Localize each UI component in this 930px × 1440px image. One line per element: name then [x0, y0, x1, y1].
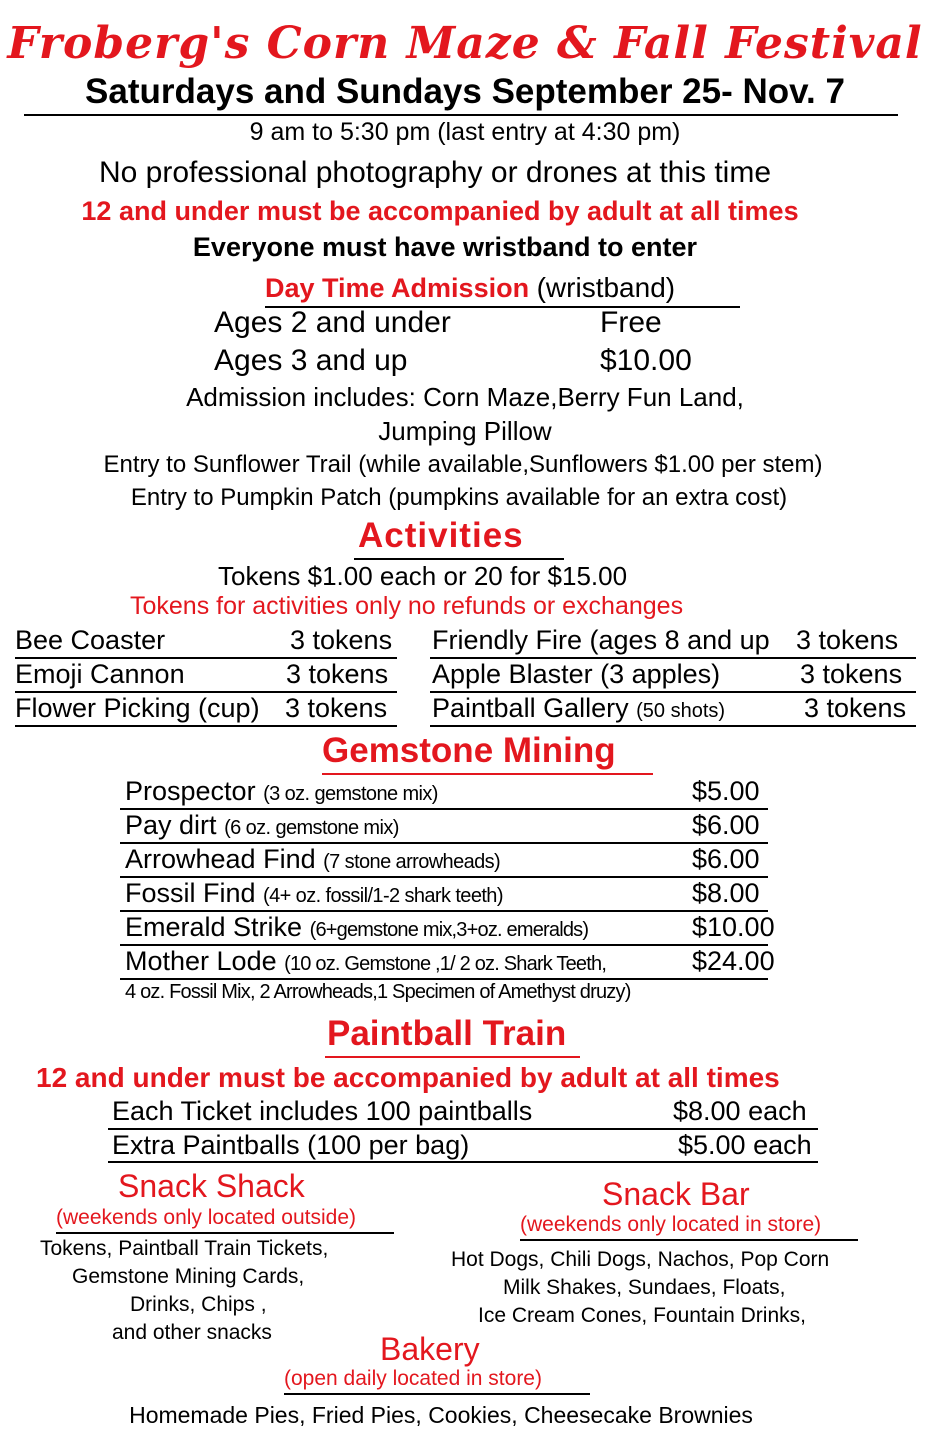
sunflower-trail-note: Entry to Sunflower Trail (while available,Sunflowers $1.00 per stem) — [103, 451, 823, 478]
paintball-heading: Paintball Train — [327, 1014, 567, 1053]
activities-divider — [354, 558, 564, 560]
gem-name: Prospector — [125, 776, 256, 806]
snack-bar-line: Milk Shakes, Sundaes, Floats, — [503, 1276, 786, 1299]
gem-item — [125, 912, 588, 943]
paintball-row-divider — [108, 1161, 818, 1163]
gem-name: Arrowhead Find — [125, 844, 316, 874]
paintball-row-price: $8.00 each — [673, 1096, 807, 1126]
admission-title: Day Time Admission — [265, 273, 530, 303]
gem-desc: (3 oz. gemstone mix) — [263, 783, 438, 805]
gem-item — [125, 844, 500, 875]
gem-name: Fossil Find — [125, 878, 256, 908]
hours: 9 am to 5:30 pm (last entry at 4:30 pm) — [249, 118, 681, 146]
admission-row-price: $10.00 — [600, 344, 692, 377]
activity-price: 3 tokens — [800, 659, 903, 689]
bakery-sub: (open daily located in store) — [284, 1367, 542, 1390]
gem-desc: (4+ oz. fossil/1-2 shark teeth) — [263, 885, 503, 907]
snack-shack-heading: Snack Shack — [118, 1168, 305, 1204]
gem-name: Emerald Strike — [125, 912, 303, 942]
gem-divider — [120, 978, 768, 980]
paintball-row-label: Each Ticket includes 100 paintballs — [112, 1096, 533, 1126]
gemstone-heading: Gemstone Mining — [322, 731, 616, 770]
gem-price: $5.00 — [692, 776, 760, 806]
activity-divider — [430, 725, 916, 727]
gem-item — [125, 946, 606, 977]
snack-bar-sub: (weekends only located in store) — [520, 1213, 822, 1236]
admission-includes-line2: Jumping Pillow — [378, 416, 552, 446]
activity-name: Paintball Gallery — [432, 693, 629, 723]
snack-bar-line: Ice Cream Cones, Fountain Drinks, — [478, 1304, 806, 1327]
activity-name: Apple Blaster (3 apples) — [432, 659, 721, 689]
snack-shack-sub: (weekends only located outside) — [56, 1206, 357, 1229]
bakery-items: Homemade Pies, Fried Pies, Cookies, Cheesecake Brownies — [129, 1402, 753, 1428]
gem-price: $6.00 — [692, 810, 760, 840]
gem-desc: (10 oz. Gemstone ,1/ 2 oz. Shark Teeth, — [284, 953, 607, 975]
activity-note: (50 shots) — [636, 700, 726, 722]
paintball-supervision-notice: 12 and under must be accompanied by adult at all times — [36, 1062, 780, 1093]
admission-suffix: (wristband) — [536, 272, 676, 303]
gem-name: Mother Lode — [125, 946, 277, 976]
gem-price: $8.00 — [692, 878, 760, 908]
gem-desc: (7 stone arrowheads) — [323, 851, 501, 873]
admission-heading — [265, 272, 675, 304]
paintball-divider — [325, 1056, 580, 1058]
supervision-notice: 12 and under must be accompanied by adult at all times — [81, 196, 799, 226]
activity-name: Emoji Cannon — [15, 659, 185, 689]
gem-desc: (6 oz. gemstone mix) — [224, 817, 399, 839]
admission-includes-line1: Admission includes: Corn Maze,Berry Fun Land, — [186, 382, 744, 412]
admission-row-label: Ages 3 and up — [214, 344, 408, 377]
gemstone-divider — [322, 773, 653, 775]
activity-name: Bee Coaster — [15, 625, 166, 655]
activity-price: 3 tokens — [804, 693, 907, 723]
activity-name: Friendly Fire (ages 8 and up — [432, 625, 770, 655]
admission-row-price: Free — [600, 306, 662, 339]
page-title: Froberg's Corn Maze & Fall Festival — [7, 18, 923, 69]
snack-shack-line: Tokens, Paintball Train Tickets, — [40, 1237, 329, 1260]
bakery-divider — [284, 1393, 590, 1395]
gem-item — [125, 810, 399, 841]
activity-price: 3 tokens — [286, 659, 389, 689]
activity-price: 3 tokens — [285, 693, 388, 723]
snack-shack-divider — [56, 1232, 394, 1234]
snack-shack-line: Drinks, Chips , — [130, 1293, 267, 1316]
snack-bar-heading: Snack Bar — [602, 1176, 750, 1212]
gem-item — [125, 776, 438, 807]
photography-notice: No professional photography or drones at this time — [98, 156, 772, 189]
snack-bar-line: Hot Dogs, Chili Dogs, Nachos, Pop Corn — [451, 1248, 830, 1271]
activity-name-row — [432, 693, 725, 724]
pumpkin-patch-note: Entry to Pumpkin Patch (pumpkins available for an extra cost) — [130, 484, 788, 511]
gem-name: Pay dirt — [125, 810, 217, 840]
paintball-row-label: Extra Paintballs (100 per bag) — [112, 1130, 470, 1160]
snack-shack-line: and other snacks — [112, 1321, 272, 1344]
gem-price: $24.00 — [692, 946, 775, 976]
gem-price: $6.00 — [692, 844, 760, 874]
snack-shack-line: Gemstone Mining Cards, — [72, 1265, 305, 1288]
wristband-notice: Everyone must have wristband to enter — [192, 232, 698, 262]
gem-item — [125, 878, 503, 909]
header-divider — [24, 114, 898, 116]
activity-divider — [15, 725, 397, 727]
snack-bar-divider — [520, 1239, 858, 1241]
activities-heading: Activities — [358, 516, 524, 555]
date-range: Saturdays and Sundays September 25- Nov. 7 — [85, 72, 845, 111]
mother-lode-continued: 4 oz. Fossil Mix, 2 Arrowheads,1 Specimen of Amethyst druzy) — [125, 981, 631, 1003]
paintball-row-price: $5.00 each — [678, 1130, 812, 1160]
admission-row-label: Ages 2 and under — [214, 306, 451, 339]
token-pricing: Tokens $1.00 each or 20 for $15.00 — [218, 561, 628, 591]
token-refund-notice: Tokens for activities only no refunds or exchanges — [130, 592, 684, 620]
activity-price: 3 tokens — [796, 625, 899, 655]
gem-price: $10.00 — [692, 912, 775, 942]
gem-desc: (6+gemstone mix,3+oz. emeralds) — [309, 919, 589, 941]
activity-price: 3 tokens — [290, 625, 393, 655]
activity-name: Flower Picking (cup) — [15, 693, 260, 723]
bakery-heading: Bakery — [380, 1331, 480, 1367]
